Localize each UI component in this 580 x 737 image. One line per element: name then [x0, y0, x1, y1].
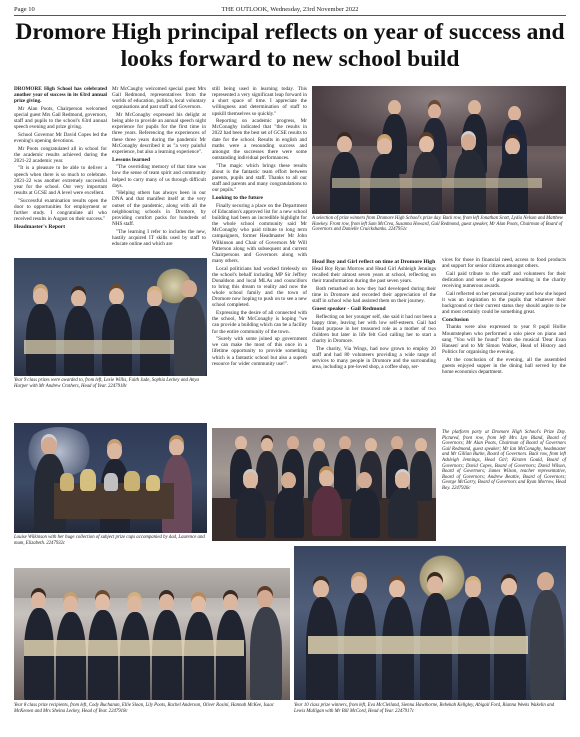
article-column-4	[312, 257, 436, 424]
photo-caption: A selection of prize winners from Dromore High School's prize day. Back row, from left Jonathan Scott, Lydia Nelson and Matthew Hawkey. Front row, from left Sam McCrea, Susanna Howard, Gail Redmond, guest speaker, Mr Alan Poots, Chairman of Board of Governors and Danielle Cruickshanks. 2247951c	[312, 216, 563, 233]
paragraph: Gail paid tribute to the staff and volunteers for their dedication and sense of purpose resulting in the charity receiving numerous awards.	[442, 270, 566, 290]
subheading: Headmaster's Report	[14, 224, 66, 231]
paragraph: Thanks were also expressed to year 8 pupil Hollie Mountstephen who performed a solo piece on piano and sang "You will be found" from the musical 'Dear Evan Hansen' and to Mr Simon Walker, Head of History and Politics for organising the evening.	[442, 324, 566, 355]
article-column-2	[112, 86, 206, 254]
paragraph: Mr McConaghy expressed his delight at being able to provide an annual speech night experience for pupils for the first time in three years. Referencing the experiences of these three years during the pandemic Mr McConaghy described it as "a very painful experience, but also a learning experience".	[112, 112, 206, 155]
article-headline: Dromore High principal reflects on year of success and looks forward to new school build	[15, 19, 565, 72]
subheading: Conclusion	[442, 317, 469, 324]
article-column-1	[14, 86, 107, 254]
paragraph: Both remarked on how they had developed during their time in Dromore and recorded their appreciation of the staff in school who had assisted them on their journey.	[312, 286, 436, 305]
photo-caption: Year 10 class prize winners, from left, Eva McClelland, Sienna Hawthorne, Rebekah Kellgley, Abigail Ford, Rianna Weeks Wakelin and Lewis Mulligan with Mr Bill McCord, Head of Year. 2247917c	[294, 703, 555, 714]
paragraph: "Helping others has always been in our DNA and that manifest itself at the very outset of the pandemic, along with all the neighbouring schools in Dromore, by providing comfort packs for hundreds of NHS staff.	[112, 190, 206, 228]
paragraph: Mr McCaughy welcomed special guest Mrs Gail Redmond, representatives from the worlds of education, politics, local voluntary organisations and past staff and Governors.	[112, 86, 206, 111]
photo-platform-party	[212, 428, 436, 541]
paragraph: "The learning I refer to includes the new, hastily acquired IT skills used by staff to educate online and which are	[112, 228, 206, 247]
article-lead: DROMORE High School has celebrated another year of success in its 63rd annual prize giving.	[14, 86, 107, 105]
article-column-5	[442, 257, 566, 424]
subheading: Guest speaker - Gail Redmond	[312, 306, 386, 313]
paragraph: School Governor Mr David Copes led the evening's opening devotions.	[14, 131, 107, 145]
photo-year8-prizes	[14, 568, 290, 700]
paragraph: still being used in learning today. This represented a very significant leap forward in a short space of time. I appreciate the willingness and determination of staff to upskill themselves so quickly."	[212, 86, 307, 117]
paragraph: "Surely with some joined up government we can make the most of this once in a lifetime opportunity to provide something which is a fantastic school but also a superb resource for wider community use!".	[212, 336, 307, 367]
photo-caption: The platform party at Dromore High School's Prize Day. Pictured, front row, from left Mrs Lyn Bland, Board of Governors; Mr Alan Poots, Chairman of Board of Governors Gail Redmond, guest speaker; Mr Ian McConaghy, headmaster and Mr Gillian Burke, Board of Governors. Back row, from left Ashleigh Jennings, Head Girl; Kirsten Gould, Board of Governors; David Copes, Board of Governors; David Wilson, Board of Governors; James Wilson, teacher representative, Board of Governors; Andrew Beattie, Board of Governors; George McGarry, Board of Governors and Ryan Morrow, Head Boy. 2247926c	[442, 430, 566, 491]
photo-year10-prizes	[294, 546, 566, 700]
photo-year9-prizes	[14, 258, 207, 376]
paragraph: vices for those in financial need, access to food products and support for senior citizens amongst others.	[442, 257, 566, 270]
article-column-3	[212, 86, 307, 424]
paragraph: Mr Alan Poots, Chairperson welcomed special guest Mrs Gail Redmond, governors, staff and pupils to the school's 63rd annual speech evening and prize giving.	[14, 105, 107, 131]
newspaper-dateline: THE OUTLOOK, Wednesday, 23rd November 2022	[221, 6, 359, 13]
paragraph: Reporting on academic progress, Mr McConaghy indicated that "the results in 2022 had been the best set of GCSE results to date for the school. Results in english and maths were a resounding success and amongst the successes there were some outstanding individual performances.	[212, 118, 307, 162]
paragraph: Expressing the desire of all connected with the school, Mr McConaghy is hoping "we can provide a building which can be a facility for the entire community of the town.	[212, 310, 307, 335]
page-number: Page 10	[14, 6, 35, 13]
paragraph: Reflecting on her younger self, she said it had not been a happy time, leaving her with low self-esteem. Gail had found purpose in her treasured role as a mother of two children but later in life felt God calling her to start a charity in Dromore.	[312, 313, 436, 345]
paragraph: "Successful examination results open the door to opportunities for employment or further study. I congratulate all who received results in August on their success."	[14, 197, 107, 223]
subheading: Looking to the future	[212, 195, 264, 202]
paragraph: Finally securing a place on the Department of Education's approved list for a new school building had been an incredible highlight for the whole school community said Mr McConaghy who paid tribute to long term campaigners, former Headmaster Mr John Wilkinson and Chair of Governors Mr Will Patterson along with subsequent and current Chairpersons and Governors along with many others.	[212, 202, 307, 264]
paragraph: Local politicians had worked tirelessly on the school's behalf including MP Sir Jeffrey Donaldson and local MLAs and councillors to bring this dream to reality and now the whole school family and the town of Dromore now hoping to push on to see a new school completed.	[212, 265, 307, 309]
subheading: Lessons learned	[112, 157, 151, 164]
paragraph: "The overriding memory of that time was how the sense of team spirit and community helped to carry many of us through difficult days.	[112, 164, 206, 189]
paragraph: Mr Poots congratulated all in school for the academic results achieved during the 2021-22 academic year.	[14, 145, 107, 164]
paragraph: The charity, Via Wings, had now grown to employ 20 staff and had 80 volunteers providing a wide range of services to many people in Dromore and the surrounding area, including a pre-loved shop, a coffee shop, ser-	[312, 345, 436, 371]
photo-caption: Year 8 class prize recipients, from left, Cody Buchanan, Ellie Sloan, Lily Poots, Rachel Anderson, Oliver Rosini, Hannah McKee, Isaac McKeown and Mrs Sheina Leckey, Head of Year. 2247918c	[14, 703, 274, 714]
photo-caption: Louise Wilkinson with her huge collection of subject prize cups accompanied by dad, Laurence and mum, Elizabeth. 2247932c	[14, 535, 205, 546]
photo-prize-cups	[14, 423, 207, 533]
paragraph: "It is a pleasure to be able to deliver a speech when there is so much to celebrate. 2021-22 was another extremely successful year for the school. Our very important results at GCSE and A level were excellent.	[14, 165, 107, 197]
paragraph: Head Boy Ryan Morrow and Head Girl Ashleigh Jennings recalled their almost seven years at school, reflecting on their transformation during the past seven years.	[312, 266, 436, 285]
photo-caption: Year 9 class prizes were awarded to, from left, Lexie Willis, Faith Jude, Sophia Leckey and Anya Harper with Mr Andrew Crothers, Head of Year. 2247918c	[14, 378, 199, 389]
paragraph: Gail reflected on her personal journey and how she hoped it was an inspiration to the pupils that whatever their background or their current status they should aspire to be and most certainly could be something great.	[442, 290, 566, 316]
subheading: Head Boy and Girl reflect on time at Dromore High	[312, 259, 436, 265]
paragraph: "The magic which brings these results about is the fantastic team effort between parents, pupils and staff. Thanks to all our staff and parents and many congratulations to our pupils."	[212, 162, 307, 194]
page-header	[14, 6, 566, 16]
photo-prize-winners	[312, 86, 566, 214]
paragraph: At the conclusion of the evening, all the assembled guests enjoyed supper in the dining hall served by the home economics department.	[442, 356, 566, 375]
